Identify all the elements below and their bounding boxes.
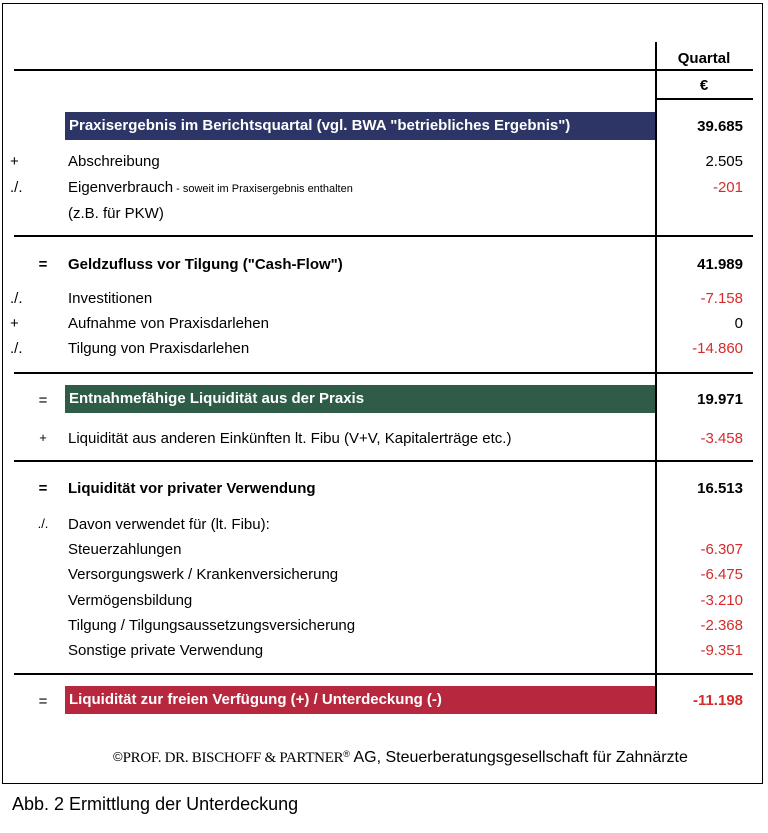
figure-caption: Abb. 2 Ermittlung der Unterdeckung: [12, 794, 299, 814]
registered-mark: ®: [343, 749, 350, 759]
header-rule: [14, 69, 753, 71]
steuer-label: Steuerzahlungen: [68, 541, 182, 558]
vor-privat-value: 16.513: [697, 480, 743, 497]
geldzufluss-label: Geldzufluss vor Tilgung ("Cash-Flow"): [68, 256, 343, 273]
row-symbol: +: [39, 430, 47, 445]
davon-label: Davon verwendet für (lt. Fibu):: [68, 516, 270, 533]
investitionen-value: -7.158: [700, 290, 743, 307]
firm-name: PROF. DR. BISCHOFF & PARTNER: [122, 750, 344, 766]
andere-value: -3.458: [700, 430, 743, 447]
row-symbol: =: [38, 392, 48, 409]
praxisergebnis-value: 39.685: [697, 118, 743, 135]
frei-band: Liquidität zur freien Verfügung (+) / Unterdeckung (-): [65, 686, 655, 714]
copyright-line: [113, 749, 688, 767]
row-symbol: ./.: [10, 340, 23, 357]
row-symbol: =: [38, 693, 48, 710]
andere-label: Liquidität aus anderen Einkünften lt. Fibu (V+V, Kapitalerträge etc.): [68, 430, 512, 447]
abschreibung-label: Abschreibung: [68, 153, 160, 170]
tilgung-value: -14.860: [692, 340, 743, 357]
vor-privat-label: Liquidität vor privater Verwendung: [68, 480, 316, 497]
praxisergebnis-band: Praxisergebnis im Berichtsquartal (vgl. BWA "betriebliches Ergebnis"): [65, 112, 655, 140]
eigenverbrauch-value: -201: [712, 179, 743, 196]
currency-label: €: [699, 77, 709, 94]
tilgung-priv-label: Tilgung / Tilgungsaussetzungsversicherung: [68, 617, 356, 634]
section-rule: [14, 460, 753, 462]
vermoegen-value: -3.210: [700, 592, 743, 609]
eigenverbrauch-example: (z.B. für PKW): [68, 205, 164, 222]
versorgung-value: -6.475: [700, 566, 743, 583]
tilgung-label: Tilgung von Praxisdarlehen: [68, 340, 250, 357]
frei-value: -11.198: [692, 692, 743, 709]
row-symbol: =: [38, 480, 48, 497]
entnahme-value: 19.971: [697, 391, 743, 408]
tilgung-priv-value: -2.368: [700, 617, 743, 634]
sonstige-value: -9.351: [700, 642, 743, 659]
eigenverbrauch-note: - soweit im Praxisergebnis enthalten: [173, 183, 353, 195]
section-rule: [14, 673, 753, 675]
section-rule: [14, 372, 753, 374]
investitionen-label: Investitionen: [68, 290, 153, 307]
aufnahme-label: Aufnahme von Praxisdarlehen: [68, 315, 269, 332]
section-rule: [14, 235, 753, 237]
eigenverbrauch-label: Eigenverbrauch - soweit im Praxisergebnis enthalten: [68, 179, 353, 196]
column-header-quartal: Quartal: [677, 50, 731, 67]
row-symbol: ./.: [10, 290, 23, 307]
header-rule-right: [655, 98, 753, 100]
aufnahme-value: 0: [734, 315, 743, 332]
abschreibung-value: 2.505: [705, 153, 743, 170]
entnahme-band: Entnahmefähige Liquidität aus der Praxis: [65, 385, 655, 413]
versorgung-label: Versorgungswerk / Krankenversicherung: [68, 566, 339, 583]
row-symbol: +: [10, 315, 19, 332]
row-symbol: +: [10, 153, 19, 170]
steuer-value: -6.307: [700, 541, 743, 558]
row-symbol: =: [38, 256, 48, 273]
row-symbol: ./.: [10, 179, 23, 196]
geldzufluss-value: 41.989: [697, 256, 743, 273]
sonstige-label: Sonstige private Verwendung: [68, 642, 264, 659]
firm-suffix: AG, Steuerberatungsgesellschaft für Zahnärzte: [349, 749, 688, 766]
vermoegen-label: Vermögensbildung: [68, 592, 193, 609]
row-symbol: ./.: [37, 516, 49, 531]
copyright-symbol: ©: [113, 749, 123, 764]
